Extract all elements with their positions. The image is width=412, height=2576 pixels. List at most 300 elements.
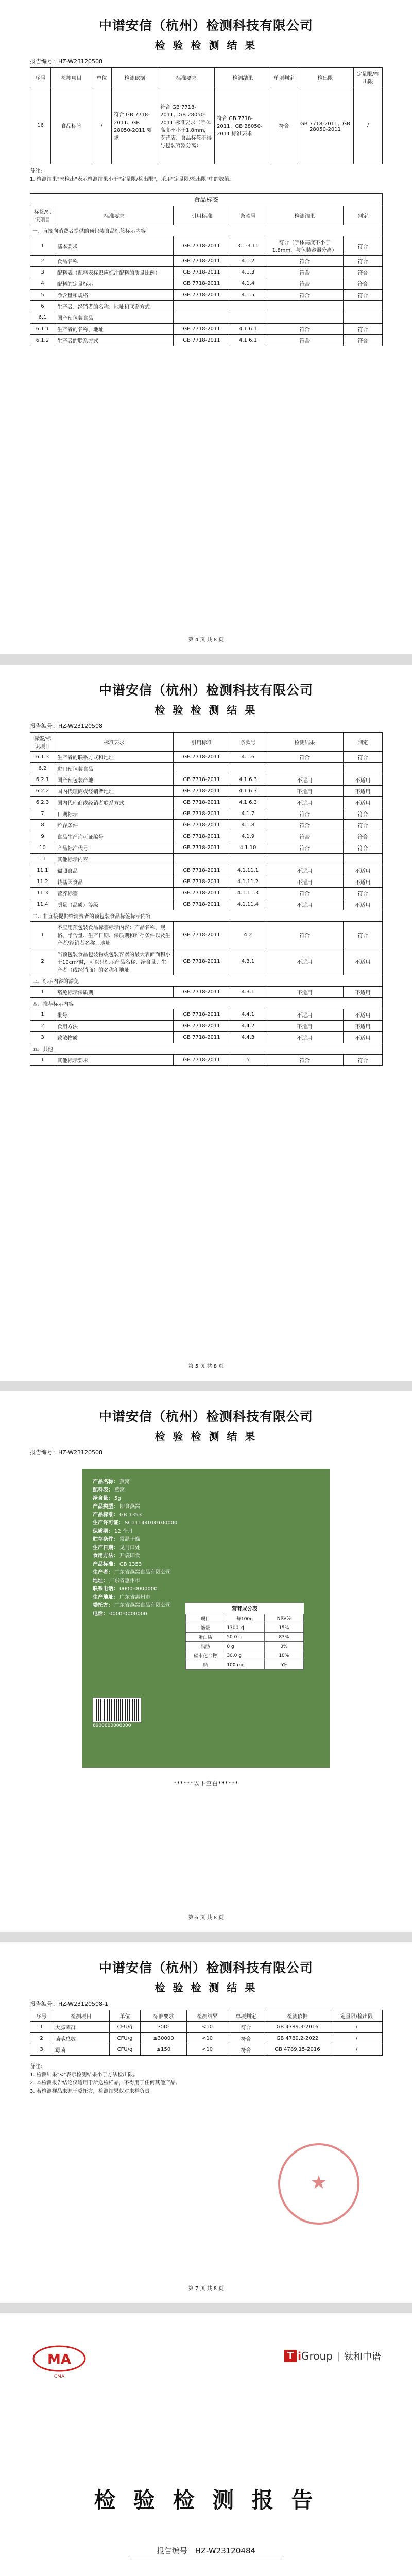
cell: 6.2: [30, 763, 55, 774]
report-number: 报告编号：HZ-W23120508-1: [30, 2001, 108, 2007]
cell: [266, 854, 344, 865]
label-value: 广东省惠州市: [109, 1578, 140, 1584]
cell: GB 7718-2011: [174, 888, 230, 899]
col-header: 引用标准: [174, 206, 230, 225]
table-row: [30, 267, 383, 278]
table-row: [30, 763, 383, 774]
cell: [174, 312, 230, 324]
label-line: [93, 1486, 319, 1495]
cell: 3.1-3.11: [230, 236, 266, 256]
cell: [174, 301, 230, 312]
cell: [230, 854, 266, 865]
micro-results-table: [30, 2010, 383, 2056]
table-row: [30, 922, 383, 948]
report-page-4: [0, 0, 412, 654]
cell: 符合: [344, 335, 383, 346]
label-line: [93, 1585, 319, 1594]
cell: 6.2.2: [30, 786, 55, 797]
cell: 不适用: [344, 865, 383, 876]
cell: 不适用: [344, 876, 383, 888]
cell: 配料表（配料表标识应标注配料的质量比例）: [55, 267, 174, 278]
cell: 食品生产许可证编号: [55, 831, 174, 842]
cell: 6.2.1: [30, 774, 55, 786]
cell: 不适用: [344, 899, 383, 910]
tig-t-mark: T: [284, 2350, 297, 2362]
cell: GB 7718-2011: [174, 808, 230, 820]
col-header: 检测依据: [264, 2010, 331, 2022]
report-number-value: HZ-W23120484: [195, 2546, 256, 2555]
cell: 3: [30, 2044, 53, 2056]
table-row: [30, 786, 383, 797]
note-title: 备注：: [30, 168, 45, 174]
table-row: [30, 1009, 383, 1021]
cell: CFU/g: [110, 2022, 141, 2033]
cell: 菌落总数: [53, 2033, 110, 2044]
cell: 符合 GB 7718-2011、GB 28050-2011 标准要求（字体高度不小于1.8mm，专营店、食品标签不得与包装容器分离）: [158, 87, 215, 164]
cell: 符合: [266, 267, 344, 278]
doc-title: 检 验 检 测 结 果: [154, 1430, 258, 1443]
label-key: 净含量：: [93, 1496, 113, 1501]
label-value: 5g: [114, 1496, 121, 1501]
col-header: NRV%: [264, 1614, 303, 1623]
cell: 符合: [266, 831, 344, 842]
page-number: 第 6 页 共 8 页: [188, 1915, 224, 1921]
cell: [344, 763, 383, 774]
cell: 4.4.3: [230, 1032, 266, 1043]
cell: GB 7718-2011: [174, 797, 230, 808]
cell: 11.3: [30, 888, 55, 899]
cell: 食用方法: [55, 1021, 174, 1032]
cell: 4.2: [230, 922, 266, 948]
table-row: [186, 1633, 304, 1642]
table-row: [30, 1043, 383, 1055]
cell: [344, 301, 383, 312]
cell: 1: [30, 987, 55, 998]
cell: 4.1.6.3: [230, 774, 266, 786]
cell: 6.1.3: [30, 752, 55, 763]
cell: 符合: [266, 324, 344, 335]
cell: 碳水化合物: [186, 1651, 225, 1660]
cell: 不适用: [344, 987, 383, 998]
cell: /: [331, 2044, 383, 2056]
cell: 质量（品质）等级: [55, 899, 174, 910]
cell: GB 4789.2-2022: [264, 2033, 331, 2044]
cell: 不适用: [266, 987, 344, 998]
table-row: [30, 290, 383, 301]
cell: 4.1.6.3: [230, 786, 266, 797]
cell: 致敏物质: [55, 1032, 174, 1043]
cell: GB 7718-2011: [174, 899, 230, 910]
cell: 15%: [264, 1623, 303, 1633]
table-header-row: [30, 206, 383, 225]
cell: 能量: [186, 1623, 225, 1633]
label-value: 常温干燥: [119, 1537, 140, 1543]
cell: GB 7718-2011: [174, 324, 230, 335]
table-row: [30, 831, 383, 842]
cell: 4.1.11.2: [230, 876, 266, 888]
cell: 符合: [344, 808, 383, 820]
cell: GB 7718-2011: [174, 786, 230, 797]
table-row: [30, 256, 383, 267]
doc-title: 检 验 检 测 结 果: [154, 1981, 258, 1994]
cell: 一、直接向消费者提供的预包装食品标签标示内容: [30, 225, 383, 236]
table-row: [30, 335, 383, 346]
cell: GB 7718-2011: [174, 1055, 230, 1066]
label-line: [93, 1511, 319, 1519]
cell: 符合: [344, 267, 383, 278]
cell: 不适用: [344, 797, 383, 808]
label-value: 广东省燕窝食品有限公司: [114, 1603, 171, 1608]
cell: /: [92, 87, 112, 164]
table-row: [30, 1021, 383, 1032]
table-caption: 食品标签: [30, 194, 383, 206]
table-row: [30, 752, 383, 763]
label-value: 见封口处: [119, 1545, 140, 1551]
cell: GB 7718-2011: [174, 290, 230, 301]
cell: /: [331, 2022, 383, 2033]
label-key: 产品类型：: [93, 1504, 118, 1510]
cell: 4.1.10: [230, 842, 266, 854]
cell: 8: [30, 820, 55, 831]
cell: GB 7718-2011: [174, 820, 230, 831]
cell: 100 mg: [225, 1660, 264, 1670]
cell: 符合: [266, 922, 344, 948]
cell: 贮存条件: [55, 820, 174, 831]
page-number: 第 7 页 共 8 页: [188, 2286, 224, 2292]
cell: 符合: [344, 831, 383, 842]
company-name: 中谱安信（杭州）检测科技有限公司: [98, 1409, 313, 1424]
cell: 4.1.4: [230, 278, 266, 290]
cma-logo: [31, 2344, 88, 2380]
cell: 符合: [344, 278, 383, 290]
cell: 不适用: [344, 1021, 383, 1032]
cell: CFU/g: [110, 2033, 141, 2044]
cell: 不适用: [266, 948, 344, 975]
cell: 不适用: [344, 948, 383, 975]
table-row: [30, 865, 383, 876]
cell: 符合: [266, 1055, 344, 1066]
col-header: 序号: [30, 2010, 53, 2022]
report-number: 报告编号：HZ-W23120508: [30, 1449, 103, 1456]
cover-title: 检 验 检 测 报 告: [94, 2487, 318, 2513]
cell: 符合: [266, 808, 344, 820]
table-row: [30, 975, 383, 987]
company-name: 中谱安信（杭州）检测科技有限公司: [98, 683, 313, 698]
cell: 4.3.1: [230, 987, 266, 998]
label-line: [93, 1495, 319, 1503]
col-header: 检测结果: [187, 2010, 228, 2022]
cell: 4.1.8: [230, 820, 266, 831]
label-value: GB 1353: [119, 1512, 142, 1518]
cell: 不适用: [266, 1021, 344, 1032]
cell: 3: [30, 267, 55, 278]
cell: 4.1.11.3: [230, 888, 266, 899]
cell: GB 7718-2011: [174, 267, 230, 278]
cell: 霉菌: [53, 2044, 110, 2056]
cell: 2: [30, 948, 55, 975]
table-row: [30, 888, 383, 899]
product-label-photo: [82, 1469, 330, 1768]
cell: 3: [30, 1032, 55, 1043]
cell: 2: [30, 2033, 53, 2044]
label-key: 保质期：: [93, 1529, 113, 1534]
note-block: [30, 2063, 382, 2096]
cell: 生产者的名称、地址: [55, 324, 174, 335]
label-line: [93, 1544, 319, 1552]
cell: 不适用: [266, 1032, 344, 1043]
table-row: [30, 278, 383, 290]
col-header: 单位: [110, 2010, 141, 2022]
cell: 9: [30, 831, 55, 842]
cell: 6: [30, 301, 55, 312]
note-text: 1. 检测结果"<"表示检测结果小于方法检出限。: [30, 2072, 139, 2078]
label-key: 配料表：: [93, 1487, 113, 1493]
col-header: 标准要求: [55, 206, 174, 225]
label-line: [93, 1519, 319, 1528]
cell: GB 7718-2011: [174, 842, 230, 854]
col-header: 条款号: [230, 206, 266, 225]
col-header: 标准要求: [141, 2010, 187, 2022]
cell: 符合 GB 7718-2011、GB 28050-2011 标准要求: [215, 87, 271, 164]
cell: GB 7718-2011: [174, 876, 230, 888]
cell: 符合: [344, 752, 383, 763]
cell: 4.3.1: [230, 948, 266, 975]
table-row: [186, 1660, 304, 1670]
tigermed-logo: T i Group | 钛和中谱: [284, 2349, 381, 2363]
cell: 4: [30, 278, 55, 290]
cell: 16: [30, 87, 51, 164]
cell: 6.1: [30, 312, 55, 324]
label-check-table: [30, 732, 383, 1066]
col-header: 判定: [344, 206, 383, 225]
cell: 五、其他: [30, 1043, 383, 1055]
col-header: 标签/标识项目: [30, 206, 55, 225]
cell: 符合: [344, 820, 383, 831]
cell: 4.1.6.1: [230, 324, 266, 335]
cell: 符合: [228, 2022, 264, 2033]
label-value: 12 个月: [114, 1529, 133, 1534]
cell: 0 g: [225, 1642, 264, 1651]
table-header-row: [30, 733, 383, 752]
cell: 符合: [344, 236, 383, 256]
label-key: 产品名称：: [93, 1479, 118, 1485]
cell: 2: [30, 256, 55, 267]
cell: 不适用: [344, 1009, 383, 1021]
cell: 批号: [55, 1009, 174, 1021]
cell: 7: [30, 808, 55, 820]
cell: [230, 763, 266, 774]
table-header-row: [30, 2010, 383, 2022]
table-row: [30, 987, 383, 998]
cell: [174, 854, 230, 865]
col-header: 每100g: [225, 1614, 264, 1623]
cell: 脂肪: [186, 1642, 225, 1651]
report-page-7: [0, 1942, 412, 2303]
cell: 产品标准代号: [55, 842, 174, 854]
cell: GB 7718-2011: [174, 752, 230, 763]
cell: <10: [187, 2044, 228, 2056]
cell: 4.1.6.1: [230, 335, 266, 346]
label-value: GB 1353: [119, 1562, 142, 1567]
cell: 符合: [344, 324, 383, 335]
cell: 符合: [344, 842, 383, 854]
table-row: [30, 1032, 383, 1043]
official-seal-stamp: [278, 2143, 359, 2225]
tig-brand-name: 钛和中谱: [344, 2351, 381, 2362]
cell: 6.1.2: [30, 335, 55, 346]
cell: 4.1.11.1: [230, 865, 266, 876]
cell: 符合: [271, 87, 297, 164]
col-header: 定量限/检出限: [331, 2010, 383, 2022]
cell: 11.2: [30, 876, 55, 888]
tig-group-word: Group: [301, 2350, 333, 2362]
cell: 11: [30, 854, 55, 865]
col-header: 检测项目: [53, 2010, 110, 2022]
cell: GB 7718-2011: [174, 865, 230, 876]
cell: 1: [30, 1009, 55, 1021]
cell: 二、非直接提供给消费者的预包装食品标签标示内容: [30, 910, 383, 922]
cell: [230, 312, 266, 324]
note-title: 备注：: [30, 2064, 45, 2070]
nutrition-title: 营养成分表: [232, 1606, 258, 1612]
cell: <10: [187, 2022, 228, 2033]
cell: GB 7718-2011: [174, 922, 230, 948]
col-header: 检测项目: [51, 68, 92, 87]
cell: GB 7718-2011: [174, 236, 230, 256]
table-row: [30, 236, 383, 256]
page-number: 第 5 页 共 8 页: [188, 1364, 224, 1369]
cell: 符合: [266, 335, 344, 346]
cell: 1300 kJ: [225, 1623, 264, 1633]
table-row: [30, 842, 383, 854]
barcode-graphic: [93, 1698, 141, 1722]
table-row: [30, 87, 383, 164]
col-header: 检测依据: [112, 68, 158, 87]
table-row: [30, 2033, 383, 2044]
table-row: [30, 876, 383, 888]
cell: 30.0 g: [225, 1651, 264, 1660]
label-value: SC11144010100000: [125, 1520, 178, 1526]
cell: 国内代理商或经销者联系方式: [55, 797, 174, 808]
cell: 不适用: [344, 786, 383, 797]
company-name: 中谱安信（杭州）检测科技有限公司: [98, 1960, 313, 1975]
cell: 4.1.6: [230, 752, 266, 763]
cell: 营养标签: [55, 888, 174, 899]
cell: 4.4.2: [230, 1021, 266, 1032]
label-key: 生产者：: [93, 1570, 113, 1575]
table-row: [30, 2044, 383, 2056]
report-number-label: 报告编号: [156, 2546, 187, 2555]
cell: CFU/g: [110, 2044, 141, 2056]
cell: 钠: [186, 1660, 225, 1670]
doc-title: 检 验 检 测 结 果: [154, 704, 258, 716]
page-header: [0, 1942, 412, 1994]
cell: 基本要求: [55, 236, 174, 256]
cell: GB 4789.15-2016: [264, 2044, 331, 2056]
nutrition-facts-panel: [185, 1603, 304, 1670]
cell: 不应用预包装食品标签标示内容：产品名称、规格、净含量、生产日期、保质期和贮存条件以及生产者/经销者名称、地址: [55, 922, 174, 948]
cell: 国产预包装产地: [55, 774, 174, 786]
cell: 符合: [266, 842, 344, 854]
label-line: [93, 1569, 319, 1577]
table-row: [30, 2022, 383, 2033]
label-value: 即食燕窝: [119, 1504, 140, 1510]
cell: 四、推荐标示内容: [30, 998, 383, 1009]
table-row: [30, 324, 383, 335]
cell: 2: [30, 1021, 55, 1032]
cell: 不适用: [344, 1032, 383, 1043]
cell: [344, 312, 383, 324]
label-value: 广东省惠州市: [119, 1595, 150, 1600]
table-row: [30, 899, 383, 910]
cell: GB 4789.3-2016: [264, 2022, 331, 2033]
cell: 符合: [228, 2044, 264, 2056]
svg-text:MA: MA: [47, 2352, 71, 2367]
cell: 食品标签: [51, 87, 92, 164]
doc-title: 检 验 检 测 结 果: [154, 39, 258, 52]
page-header: [0, 0, 412, 52]
table-row: [30, 910, 383, 922]
table-row: [30, 312, 383, 324]
cell: 符合: [266, 888, 344, 899]
label-check-table: [30, 193, 383, 346]
label-key: 产品标准：: [93, 1512, 118, 1518]
cell: 食品名称: [55, 256, 174, 267]
table-row: [30, 998, 383, 1009]
report-number: 报告编号：HZ-W23120508: [30, 58, 103, 65]
cell: 4.1.6.3: [230, 797, 266, 808]
cell: [266, 763, 344, 774]
cell: /: [331, 2033, 383, 2044]
cell: GB 7718-2011: [174, 987, 230, 998]
cell: 4.1.5: [230, 290, 266, 301]
cell: 4.4.1: [230, 1009, 266, 1021]
page-number: 第 4 页 共 8 页: [188, 637, 224, 643]
cell: [344, 854, 383, 865]
cell: 11.1: [30, 865, 55, 876]
cell: 不适用: [344, 774, 383, 786]
label-line: [93, 1594, 319, 1602]
cell: 当预包装食品包装物或包装容器的最大表面面积小于10cm²时，可以只标示产品名称、净含量、生产者（或经销商）的名称和地址: [55, 948, 174, 975]
company-name: 中谱安信（杭州）检测科技有限公司: [98, 18, 313, 33]
cell: 4.1.7: [230, 808, 266, 820]
note-block: [30, 167, 382, 184]
table-row: [30, 1055, 383, 1066]
cell: 符合: [266, 820, 344, 831]
cell: 生产者、经销者的名称、地址和联系方式: [55, 301, 174, 312]
col-header: 标签/标识项目: [30, 733, 55, 752]
label-text-lines: [93, 1478, 319, 1618]
cell: GB 7718-2011: [174, 256, 230, 267]
cell: 4.1.9: [230, 831, 266, 842]
cell: 符合 GB 7718-2011、GB 28050-2011 要求: [112, 87, 158, 164]
label-value: 0000-0000000: [109, 1611, 147, 1617]
table-row: [30, 225, 383, 236]
label-key: 地址：: [93, 1578, 108, 1584]
label-value: 广东省燕窝食品有限公司: [114, 1570, 171, 1575]
label-key: 贮存条件：: [93, 1537, 118, 1543]
cell: 符合: [266, 256, 344, 267]
report-page-6: [0, 1391, 412, 1932]
label-value: 开袋即食: [119, 1553, 140, 1559]
cell: 1: [30, 922, 55, 948]
note-text: 1. 检测结果"未检出"表示检测结果小于"定量限/检出限"，采用"定量限/检出限"中的数值。: [30, 177, 235, 182]
cell: 国产预包装食品: [55, 312, 174, 324]
col-header: 定量限/检出限: [354, 68, 383, 87]
cma-caption: CMA: [54, 2374, 65, 2379]
cell: 11.4: [30, 899, 55, 910]
cell: 符合: [266, 290, 344, 301]
